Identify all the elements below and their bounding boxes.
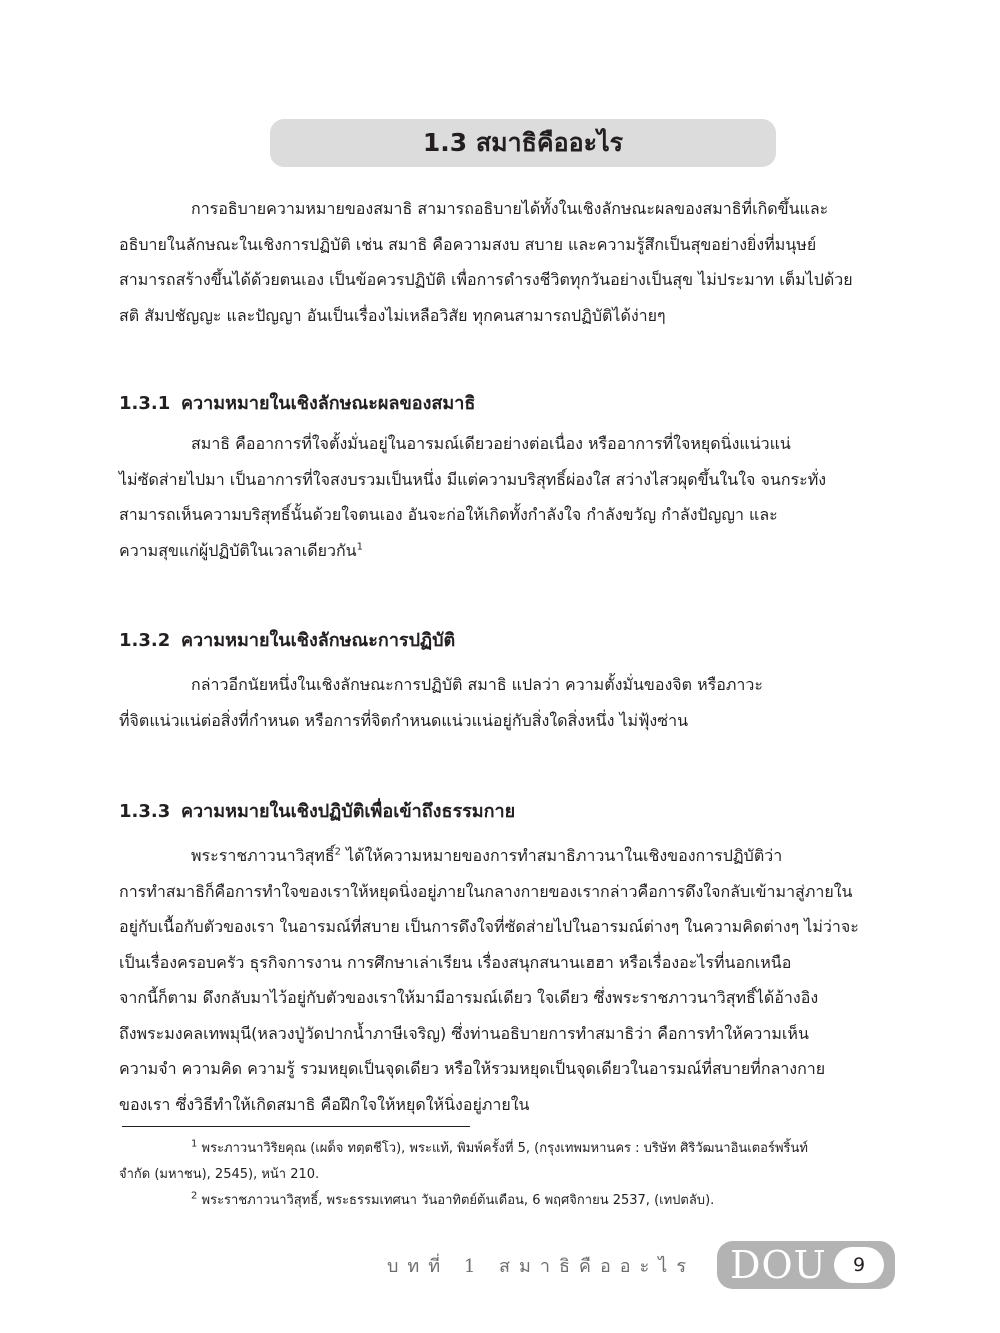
section-title: ความหมายในเชิงลักษณะผลของสมาธิ (181, 393, 476, 414)
text-line: สติ สัมปชัญญะ และปัญญา อันเป็นเรื่องไม่เหลือวิสัย ทุกคนสามารถปฏิบัติได้ง่ายๆ (119, 305, 666, 325)
text-line (119, 533, 896, 569)
footnote-ref: 2 (334, 846, 342, 858)
section-number: 1.3.2 (119, 630, 171, 651)
page-title: 1.3 สมาธิคืออะไร (270, 119, 776, 167)
text-line: การทำสมาธิก็คือการทำใจของเราให้หยุดนิ่งอยู่ภายในกลางกายของเรากล่าวคือการดึงใจกลับเข้ามาสู่ภายใน (119, 881, 853, 901)
text-line: ความจำ ความคิด ความรู้ รวมหยุดเป็นจุดเดียว หรือให้รวมหยุดเป็นจุดเดียวในอารมณ์ที่สบายที่กลางกาย (119, 1059, 826, 1078)
text-line: อยู่กับเนื้อกับตัวของเรา ในอารมณ์ที่สบาย เป็นการดึงใจที่ซัดส่ายไปในอารมณ์ต่างๆ ในความคิดต่างๆ ไม่ว่าจะ (119, 917, 859, 936)
footnote-marker: 1 (191, 1138, 198, 1150)
text-line: ของเรา ซึ่งวิธีทำให้เกิดสมาธิ คือฝึกใจให้หยุดให้นิ่งอยู่ภายใน (119, 1094, 530, 1114)
text-line: สามารถสร้างขึ้นได้ด้วยตนเอง เป็นข้อควรปฏิบัติ เพื่อการดำรงชีวิตทุกวันอย่างเป็นสุข ไม่ประมาท เต็มไปด้วย (119, 270, 853, 289)
text-line: ไม่ซัดส่ายไปมา เป็นอาการที่ใจสงบรวมเป็นหนึ่ง มีแต่ความบริสุทธิ์ผ่องใส สว่างไสวผุดขึ้นในใจ จนกระทั่ง (119, 469, 827, 489)
text-fragment: ได้ให้ความหมายของการทำสมาธิภาวนาในเชิงของการปฏิบัติว่า (341, 846, 783, 865)
text-line: ถึงพระมงคลเทพมุนี(หลวงปู่วัดปากน้ำภาษีเจริญ) ซึ่งท่านอธิบายการทำสมาธิว่า คือการทำให้ความเห็น (119, 1023, 809, 1043)
section-heading-1-3-3 (119, 796, 515, 825)
footnote-1-continued: จำกัด (มหาชน), 2545), หน้า 210. (119, 1167, 320, 1182)
section-number: 1.3.1 (119, 393, 171, 414)
footnote-text: พระราชภาวนาวิสุทธิ์, พระธรรมเทศนา วันอาทิตย์ต้นเดือน, 6 พฤศจิกายน 2537, (เทปตลับ). (201, 1193, 715, 1208)
section-paragraph-1-3-3 (119, 838, 896, 1122)
section-title: ความหมายในเชิงปฏิบัติเพื่อเข้าถึงธรรมกาย (181, 801, 516, 822)
page-footer (0, 1241, 1000, 1291)
text-line: เป็นเรื่องครอบครัว ธุรกิจการงาน การศึกษาเล่าเรียน เรื่องสนุกสนานเฮฮา หรือเรื่องอะไรที่นอกเหนือ (119, 952, 792, 972)
text-line: จากนี้ก็ตาม ดึงกลับมาไว้อยู่กับตัวของเราให้มามีอารมณ์เดียว ใจเดียว ซึ่งพระราชภาวนาวิสุทธิ์ได้อ้างอิง (119, 988, 819, 1007)
section-number: 1.3.3 (119, 801, 171, 822)
text-line: กล่าวอีกนัยหนึ่งในเชิงลักษณะการปฏิบัติ สมาธิ แปลว่า ความตั้งมั่นของจิต หรือภาวะ (191, 675, 763, 694)
dou-badge (717, 1241, 895, 1289)
section-paragraph-1-3-1 (119, 426, 896, 568)
dou-logo: DOU (730, 1243, 827, 1287)
text-line: อธิบายในลักษณะในเชิงการปฏิบัติ เช่น สมาธิ คือความสงบ สบาย และความรู้สึกเป็นสุขอย่างยิ่งที่มนุษย์ (119, 234, 817, 254)
text-line: การอธิบายความหมายของสมาธิ สามารถอธิบายได้ทั้งในเชิงลักษณะผลของสมาธิที่เกิดขึ้นและ (191, 199, 829, 218)
footnote-1 (119, 1136, 896, 1162)
page-number: 9 (834, 1247, 884, 1283)
section-heading-1-3-1 (119, 388, 475, 417)
text-line: ที่จิตแน่วแน่ต่อสิ่งที่กำหนด หรือการที่จิตกำหนดแน่วแน่อยู่กับสิ่งใดสิ่งหนึ่ง ไม่ฟุ้งซ่าน (119, 710, 688, 730)
intro-paragraph (119, 191, 896, 333)
section-paragraph-1-3-2 (119, 667, 896, 738)
section-title: ความหมายในเชิงลักษณะการปฏิบัติ (181, 630, 456, 651)
footnote-text: พระภาวนาวิริยคุณ (เผด็จ ทตฺตชีโว), พระแท้, พิมพ์ครั้งที่ 5, (กรุงเทพมหานคร : บริษัท ศิริวัฒนาอินเตอร์พริ้นท์ (201, 1141, 808, 1156)
footnote-ref: 1 (356, 541, 363, 553)
text-line: สมาธิ คืออาการที่ใจตั้งมั่นอยู่ในอารมณ์เดียวอย่างต่อเนื่อง หรืออาการที่ใจหยุดนิ่งแน่วแน่ (191, 434, 791, 453)
text-line (119, 838, 896, 874)
chapter-label: บทที่ 1 สมาธิคืออะไร (386, 1256, 695, 1277)
footnote-marker: 2 (191, 1190, 198, 1202)
footnote-2 (119, 1188, 896, 1214)
footnote-divider (122, 1126, 470, 1127)
text-line: สามารถเห็นความบริสุทธิ์นั้นด้วยใจตนเอง อันจะก่อให้เกิดทั้งกำลังใจ กำลังขวัญ กำลังปัญญา และ (119, 505, 778, 524)
section-heading-1-3-2 (119, 625, 455, 654)
footnotes (119, 1136, 896, 1214)
text-fragment: พระราชภาวนาวิสุทธิ์ (191, 846, 335, 865)
text-fragment: ความสุขแก่ผู้ปฏิบัติในเวลาเดียวกัน (119, 540, 357, 560)
